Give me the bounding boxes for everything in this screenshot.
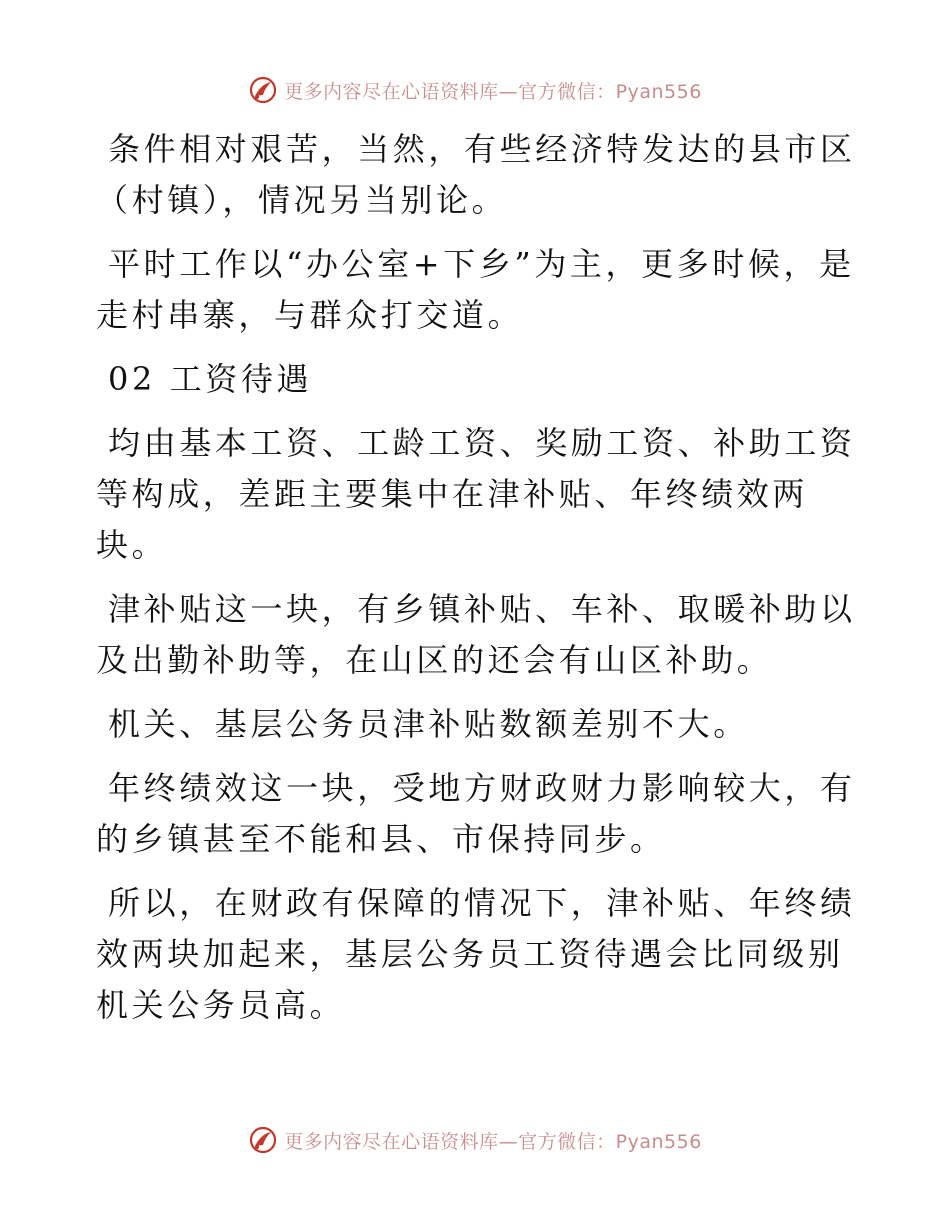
ink-pen-logo-icon (248, 1125, 278, 1155)
paragraph-5: 机关、基层公务员津补贴数额差别不大。 (108, 705, 749, 743)
ink-pen-logo-icon (248, 75, 278, 105)
paragraph-1: 条件相对艰苦，当然，有些经济特发达的县市区（村镇），情况另当别论。 (96, 130, 856, 219)
document-body (96, 124, 856, 1044)
paragraph-3: 均由基本工资、工龄工资、奖励工资、补助工资等构成，差距主要集中在津补贴、年终绩效两块。 (96, 424, 856, 564)
paragraph-7: 所以，在财政有保障的情况下，津补贴、年终绩效两块加起来，基层公务员工资待遇会比同级别机关公务员高。 (96, 884, 856, 1024)
watermark-text: 更多内容尽在心语资料库—官方微信：Pyan556 (284, 1130, 702, 1153)
paragraph-2: 平时工作以“办公室+下乡”为主，更多时候，是走村串寨，与群众打交道。 (96, 245, 855, 334)
header-watermark (0, 70, 950, 110)
footer-watermark (0, 1120, 950, 1160)
paragraph-4: 津补贴这一块，有乡镇补贴、车补、取暖补助以及出勤补助等，在山区的还会有山区补助。 (96, 590, 856, 679)
paragraph-6: 年终绩效这一块，受地方财政财力影响较大，有的乡镇甚至不能和县、市保持同步。 (96, 769, 856, 858)
watermark-text: 更多内容尽在心语资料库—官方微信：Pyan556 (284, 80, 702, 103)
section-heading: 02 工资待遇 (108, 360, 313, 398)
